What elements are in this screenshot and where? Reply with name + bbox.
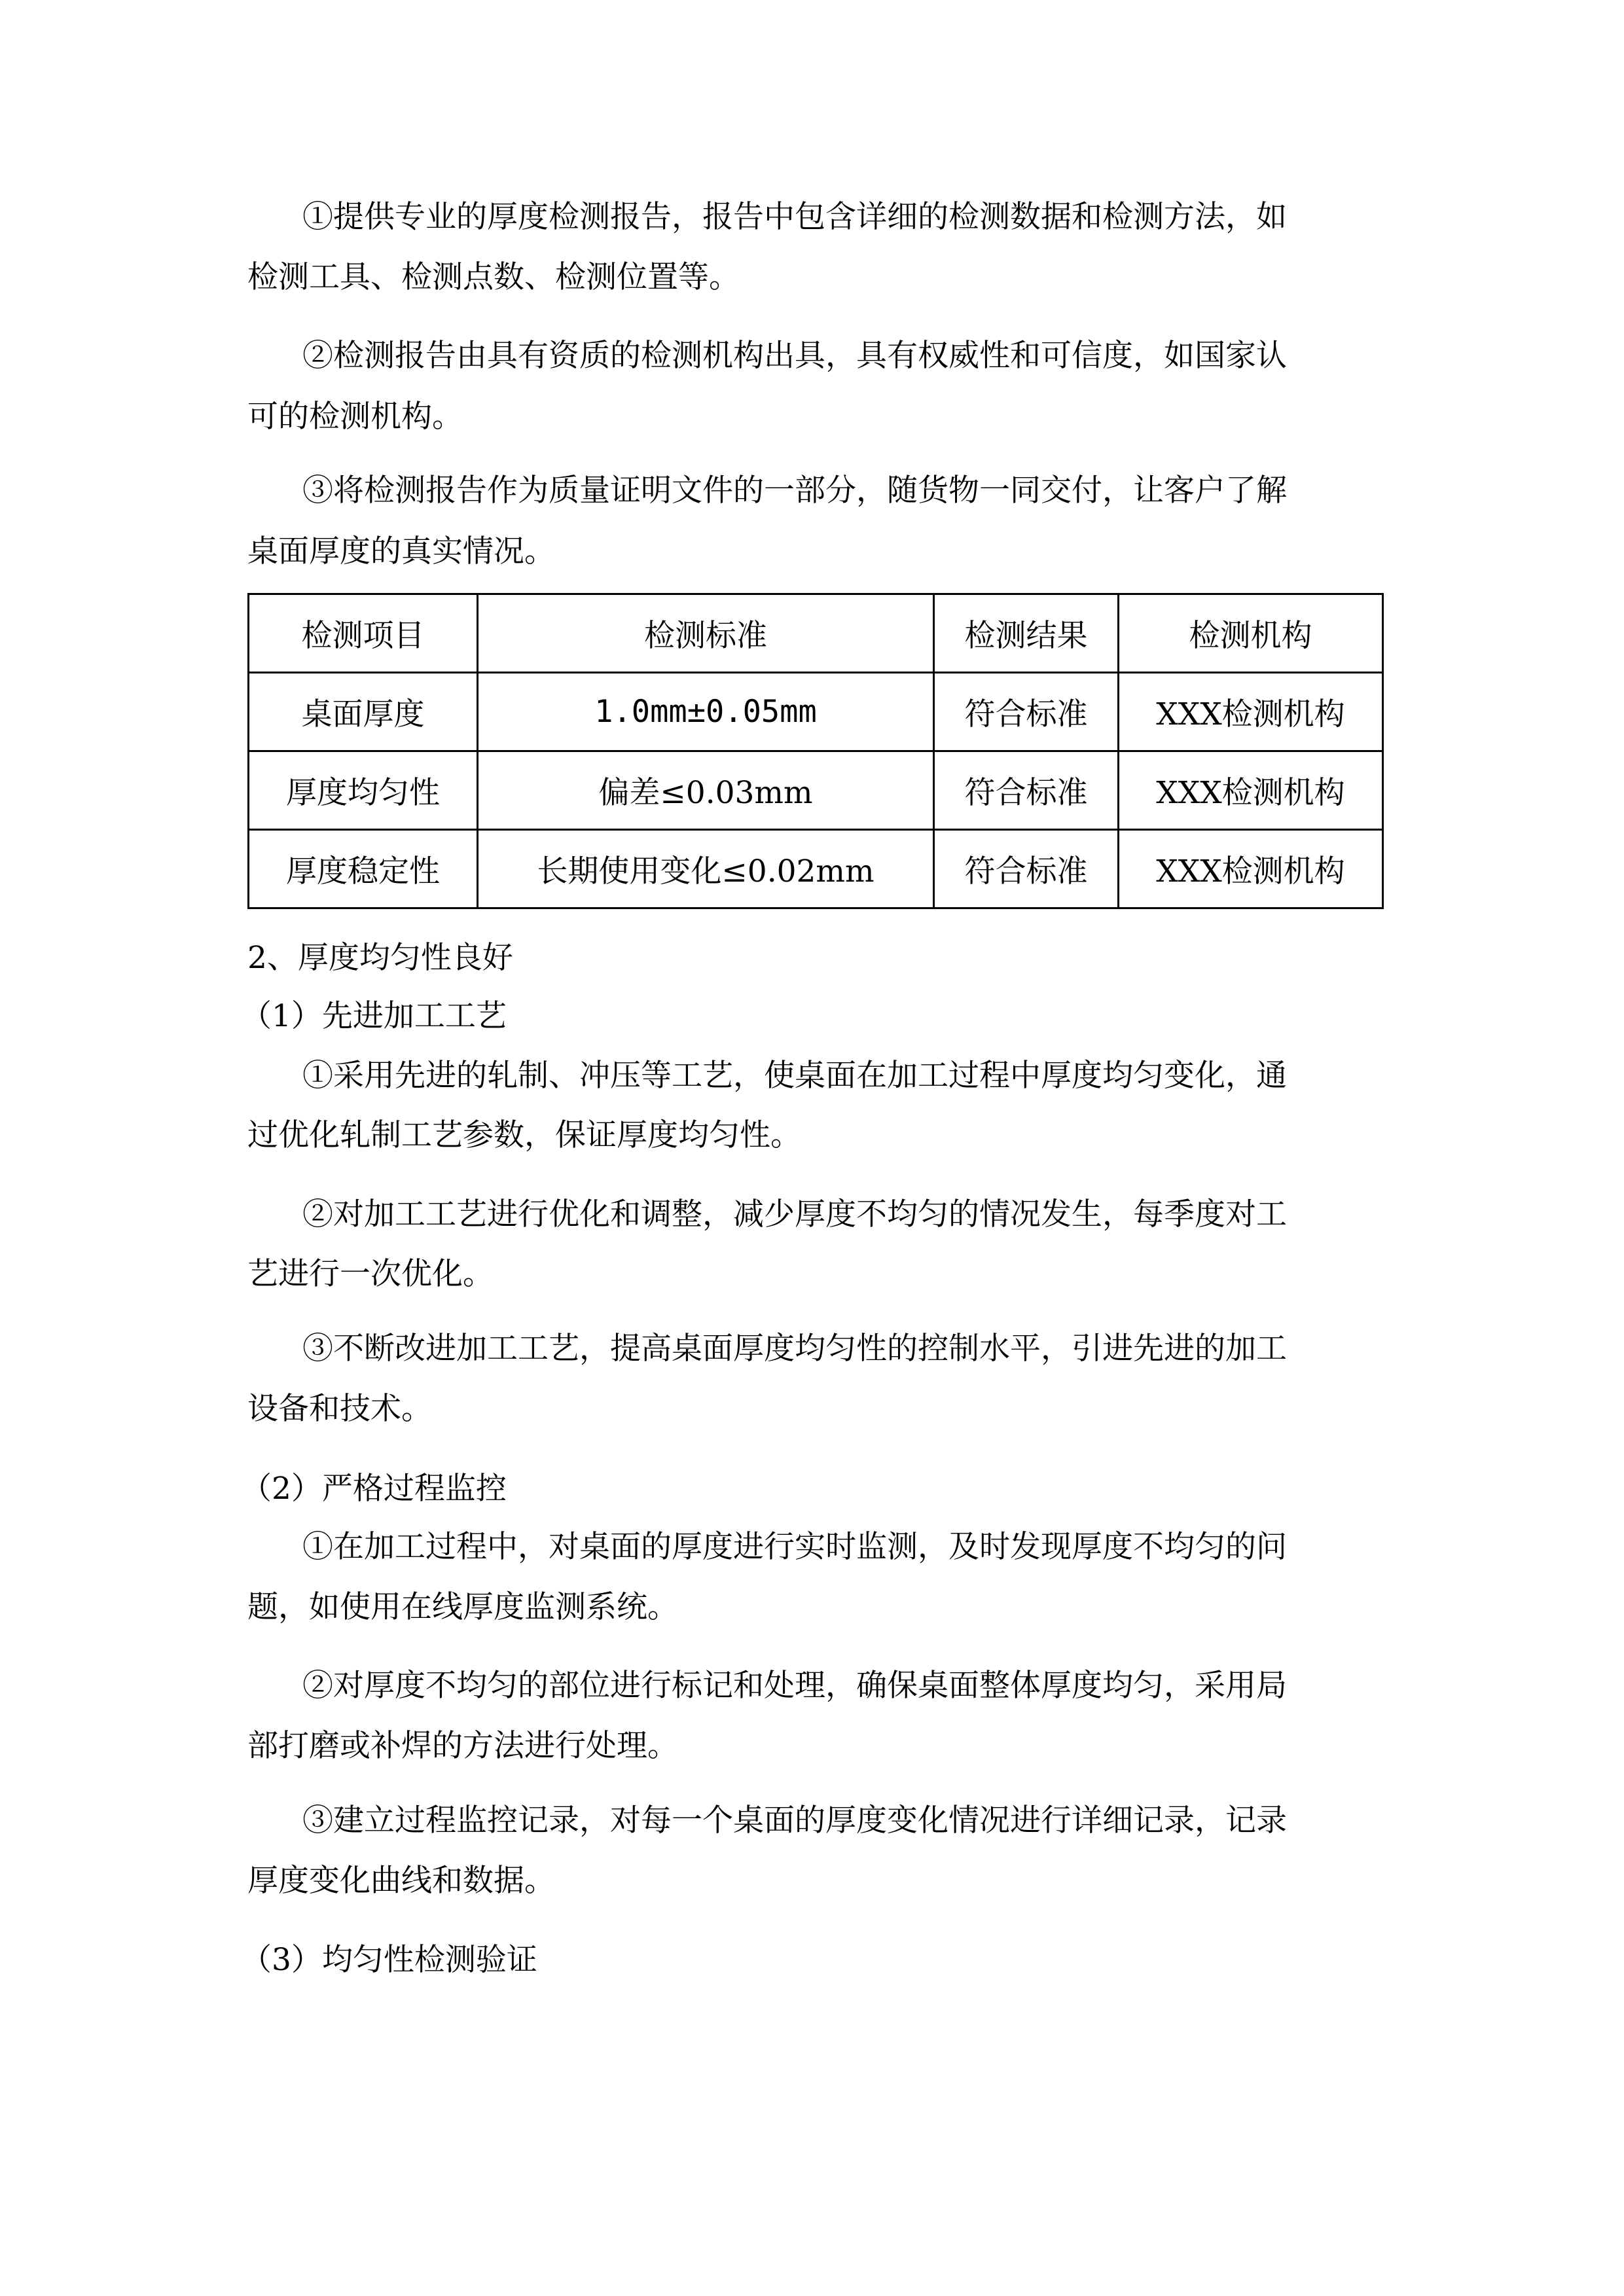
paragraph-line: 检测工具、检测点数、检测位置等。 xyxy=(247,259,740,295)
subsection-heading: （2）严格过程监控 xyxy=(241,1471,507,1507)
table-header-cell: 检测标准 xyxy=(478,594,934,673)
paragraph-line: ③将检测报告作为质量证明文件的一部分，随货物一同交付，让客户了解 xyxy=(302,473,1287,509)
table-cell: 符合标准 xyxy=(934,673,1119,751)
table-cell: XXX检测机构 xyxy=(1119,673,1383,751)
paragraph-line: 部打磨或补焊的方法进行处理。 xyxy=(247,1728,678,1764)
subsection-heading: （3）均匀性检测验证 xyxy=(241,1942,537,1978)
section-heading: 2、厚度均匀性良好 xyxy=(247,940,513,976)
paragraph-line: ②检测报告由具有资质的检测机构出具，具有权威性和可信度，如国家认 xyxy=(302,338,1287,374)
paragraph-line: ①在加工过程中，对桌面的厚度进行实时监测，及时发现厚度不均匀的问 xyxy=(302,1529,1287,1565)
paragraph-line: ③不断改进加工工艺，提高桌面厚度均匀性的控制水平，引进先进的加工 xyxy=(302,1331,1287,1367)
table-cell: 厚度均匀性 xyxy=(249,751,478,830)
table-cell: 符合标准 xyxy=(934,830,1119,908)
paragraph-line: ②对加工工艺进行优化和调整，减少厚度不均匀的情况发生，每季度对工 xyxy=(302,1196,1287,1232)
subsection-heading: （1）先进加工工艺 xyxy=(241,998,507,1034)
paragraph-line: 桌面厚度的真实情况。 xyxy=(247,533,555,569)
table-cell: 偏差≤0.03mm xyxy=(478,751,934,830)
paragraph-line: 过优化轧制工艺参数，保证厚度均匀性。 xyxy=(247,1117,801,1153)
paragraph-line: 可的检测机构。 xyxy=(247,399,463,435)
paragraph-line: 设备和技术。 xyxy=(247,1391,432,1427)
table-cell: XXX检测机构 xyxy=(1119,751,1383,830)
table-row xyxy=(249,751,1383,830)
table-header-cell: 检测结果 xyxy=(934,594,1119,673)
table-cell: 1.0mm±0.05mm xyxy=(478,673,934,751)
table-cell: XXX检测机构 xyxy=(1119,830,1383,908)
paragraph-line: 厚度变化曲线和数据。 xyxy=(247,1863,555,1899)
table-header-cell: 检测机构 xyxy=(1119,594,1383,673)
paragraph-line: ①采用先进的轧制、冲压等工艺，使桌面在加工过程中厚度均匀变化，通 xyxy=(302,1058,1287,1094)
inspection-table xyxy=(247,593,1384,909)
table-cell: 长期使用变化≤0.02mm xyxy=(478,830,934,908)
table-cell: 符合标准 xyxy=(934,751,1119,830)
paragraph-line: 题，如使用在线厚度监测系统。 xyxy=(247,1589,678,1625)
paragraph-line: ③建立过程监控记录，对每一个桌面的厚度变化情况进行详细记录，记录 xyxy=(302,1803,1287,1839)
table-cell: 厚度稳定性 xyxy=(249,830,478,908)
table-row xyxy=(249,673,1383,751)
table-row xyxy=(249,830,1383,908)
table-cell: 桌面厚度 xyxy=(249,673,478,751)
paragraph-line: ①提供专业的厚度检测报告，报告中包含详细的检测数据和检测方法，如 xyxy=(302,199,1287,235)
table-header-cell: 检测项目 xyxy=(249,594,478,673)
table-header-row xyxy=(249,594,1383,673)
paragraph-line: ②对厚度不均匀的部位进行标记和处理，确保桌面整体厚度均匀，采用局 xyxy=(302,1668,1287,1704)
paragraph-line: 艺进行一次优化。 xyxy=(247,1256,494,1292)
